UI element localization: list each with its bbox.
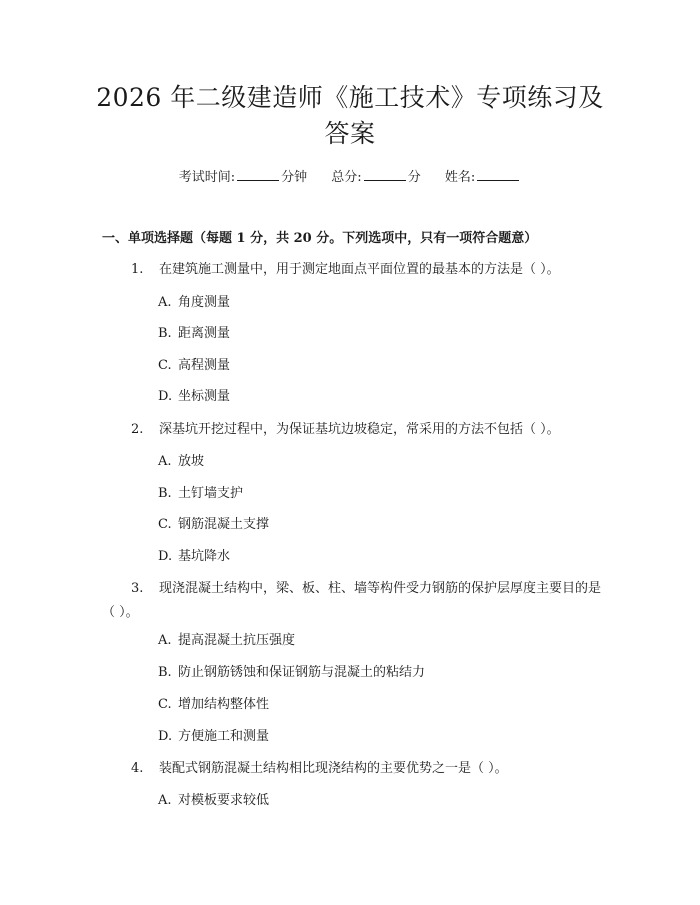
option-letter: D. — [158, 549, 173, 564]
option-letter: A. — [158, 793, 172, 808]
question-number: 4. — [131, 761, 144, 776]
question-4 — [131, 759, 508, 779]
exam-name — [445, 170, 521, 185]
option-text: 放坡 — [178, 454, 205, 469]
name-blank — [477, 167, 519, 181]
question-3-option-d — [158, 727, 269, 747]
exam-score — [331, 170, 425, 185]
option-letter: A. — [158, 633, 172, 648]
time-unit: 分钟 — [281, 170, 308, 185]
question-1-option-d — [158, 387, 230, 407]
option-letter: B. — [158, 486, 172, 501]
option-letter: B. — [158, 326, 172, 341]
option-text: 土钉墙支护 — [178, 486, 244, 501]
option-letter: D. — [158, 729, 173, 744]
option-text: 防止钢筋锈蚀和保证钢筋与混凝土的粘结力 — [178, 665, 426, 680]
question-3-option-a — [158, 631, 295, 651]
question-text: 装配式钢筋混凝土结构相比现浇结构的主要优势之一是（ ）。 — [159, 761, 508, 776]
score-label: 总分: — [331, 170, 362, 185]
option-letter: D. — [158, 389, 173, 404]
exam-time — [179, 170, 312, 185]
name-label: 姓名: — [444, 170, 476, 185]
section-heading: 一、单项选择题（每题 1 分，共 20 分。下列选项中，只有一项符合题意） — [102, 231, 538, 246]
question-3-option-b — [158, 663, 425, 683]
question-text: 现浇混凝土结构中，梁、板、柱、墙等构件受力钢筋的保护层厚度主要目的是（ ）。 — [102, 581, 602, 620]
page-title-line-1: 2026 年二级建造师《施工技术》专项练习及 — [96, 83, 604, 112]
question-3-option-c — [158, 695, 269, 715]
question-text: 深基坑开挖过程中，为保证基坑边坡稳定，常采用的方法不包括（ ）。 — [159, 422, 560, 437]
option-text: 角度测量 — [178, 295, 231, 310]
option-text: 增加结构整体性 — [178, 697, 270, 712]
option-letter: A. — [158, 454, 172, 469]
question-2-option-d — [158, 547, 230, 567]
time-label: 考试时间: — [178, 170, 236, 185]
option-letter: C. — [158, 517, 172, 532]
question-1-option-c — [158, 356, 230, 376]
option-text: 钢筋混凝土支撑 — [178, 517, 270, 532]
option-text: 距离测量 — [178, 326, 231, 341]
option-text: 坐标测量 — [178, 389, 231, 404]
question-2-option-a — [158, 452, 204, 472]
question-number: 3. — [131, 581, 144, 596]
question-2 — [131, 420, 560, 440]
option-letter: C. — [158, 697, 172, 712]
question-1-option-a — [158, 293, 230, 313]
question-1 — [131, 260, 560, 280]
question-2-option-c — [158, 515, 269, 535]
question-1-option-b — [158, 324, 230, 344]
score-blank — [364, 167, 406, 181]
option-letter: C. — [158, 358, 172, 373]
question-text: 在建筑施工测量中，用于测定地面点平面位置的最基本的方法是（ ）。 — [159, 262, 560, 277]
time-blank — [237, 167, 279, 181]
option-letter: A. — [158, 295, 172, 310]
question-number: 2. — [131, 422, 144, 437]
option-text: 方便施工和测量 — [178, 729, 270, 744]
exam-meta — [0, 167, 700, 188]
option-text: 提高混凝土抗压强度 — [178, 633, 296, 648]
question-3 — [102, 577, 602, 625]
page-title-line-2: 答案 — [324, 119, 376, 148]
question-2-option-b — [158, 484, 243, 504]
question-number: 1. — [131, 262, 144, 277]
question-4-option-a — [158, 791, 269, 811]
option-text: 基坑降水 — [178, 549, 231, 564]
option-text: 对模板要求较低 — [178, 793, 270, 808]
option-text: 高程测量 — [178, 358, 231, 373]
score-unit: 分 — [407, 170, 421, 185]
option-letter: B. — [158, 665, 172, 680]
